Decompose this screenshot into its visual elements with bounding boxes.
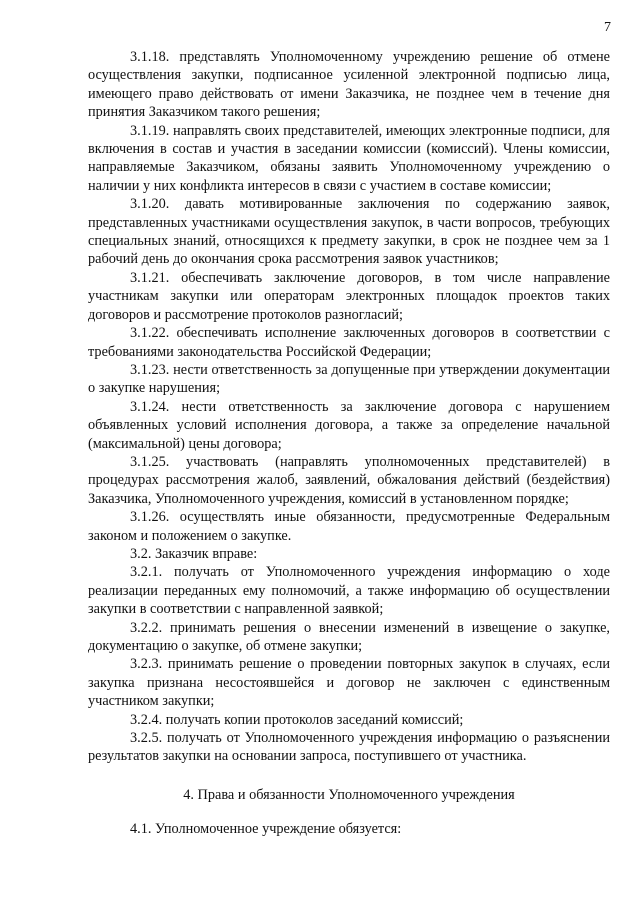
paragraph-3-2-1: 3.2.1. получать от Уполномоченного учреждения информацию о ходе реализации переданных ему полномочий, а также информацию об осуществлении закупки в соответствии с направленной заявкой; [88, 564, 610, 618]
paragraph-3-1-18: 3.1.18. представлять Уполномоченному учреждению решение об отмене осуществления закупки, подписанное усиленной электронной подписью лица, имеющего право действовать от имени Заказчика, не позднее чем в течение дня принятия Заказчиком такого решения; [88, 49, 610, 121]
paragraph-3-2-5: 3.2.5. получать от Уполномоченного учреждения информацию о разъяснении результатов закупки на основании запроса, поступившего от участника. [88, 730, 610, 765]
paragraph-3-2-2: 3.2.2. принимать решения о внесении изменений в извещение о закупке, документацию о закупке, об отмене закупки; [88, 619, 610, 654]
paragraph-3-1-20: 3.1.20. давать мотивированные заключения по содержанию заявок, представленных участниками осуществления закупок, в части вопросов, требующих специальных знаний, относящихся к предмету закупки, в срок не позднее чем за 1 рабочий день до окончания срока рассмотрения заявок участников; [88, 196, 610, 268]
paragraph-3-1-24: 3.1.24. нести ответственность за заключение договора с нарушением объявленных условий исполнения договора, а также за определение начальной (максимальной) цены договора; [88, 398, 610, 452]
paragraph-3-1-25: 3.1.25. участвовать (направлять уполномоченных представителей) в процедурах рассмотрения жалоб, заявлений, обжалования действий (бездействия) Заказчика, Уполномоченного учреждения, комиссий в установленном порядке; [88, 453, 610, 507]
document-body [88, 48, 610, 839]
paragraph-3-1-19: 3.1.19. направлять своих представителей, имеющих электронные подписи, для включения в состав и участия в заседании комиссии (комиссий). Члены комиссии, направляемые Заказчиком, обязаны заявить Уполномоченному учреждению о наличии у них конфликта интересов в связи с участием в составе комиссии; [88, 122, 610, 194]
paragraph-3-2-3: 3.2.3. принимать решение о проведении повторных закупок в случаях, если закупка признана несостоявшейся и договор не заключен с единственным участником закупки; [88, 656, 610, 710]
paragraph-3-1-21: 3.1.21. обеспечивать заключение договоров, в том числе направление участникам закупки или операторам электронных площадок проектов таких договоров и рассмотрение протоколов разногласий; [88, 269, 610, 323]
paragraph-4-1: 4.1. Уполномоченное учреждение обязуется: [130, 821, 402, 838]
section-heading: 4. Права и обязанности Уполномоченного учреждения [183, 786, 515, 803]
paragraph-3-2: 3.2. Заказчик вправе: [130, 545, 258, 562]
paragraph-3-1-22: 3.1.22. обеспечивать исполнение заключенных договоров в соответствии с требованиями законодательства Российской Федерации; [88, 325, 610, 360]
page-number: 7 [604, 20, 611, 35]
paragraph-3-1-23: 3.1.23. нести ответственность за допущенные при утверждении документации о закупке нарушения; [88, 361, 610, 397]
paragraph-3-1-26: 3.1.26. осуществлять иные обязанности, предусмотренные Федеральным законом и положением о закупке. [88, 509, 610, 544]
paragraph-3-2-4: 3.2.4. получать копии протоколов заседаний комиссий; [130, 711, 464, 728]
